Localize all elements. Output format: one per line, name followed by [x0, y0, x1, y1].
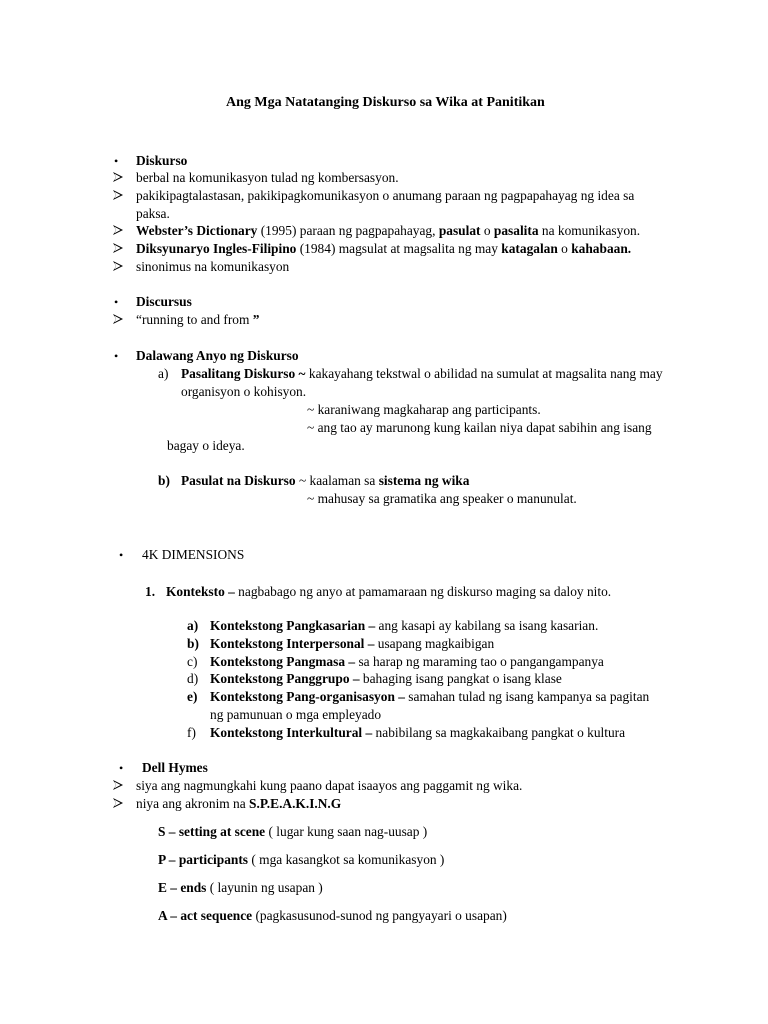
pasalitang-line-5: bagay o ideya.	[167, 438, 245, 453]
pasalitang-diskurso: Pasalitang Diskurso ~ kakayahang tekstwal o abilidad na sumulat at magsalita nang may	[181, 366, 663, 381]
pasulat-na-diskurso: Pasulat na Diskurso ~ kaalaman sa sistema ng wika	[181, 473, 470, 488]
hymes-item-1: siya ang nagmungkahi kung paano dapat isaayos ang paggamit ng wika.	[136, 778, 523, 793]
konteksto-sub-item-continuation: ng pamunuan o mga empleyado	[210, 707, 382, 722]
konteksto-sub-item: Kontekstong Pangmasa – sa harap ng maraming tao o pangangampanya	[210, 654, 604, 669]
pasalitang-line-2: organisyon o kohisyon.	[181, 384, 307, 399]
konteksto-sub-item: Kontekstong Pang-organisasyon – samahan tulad ng isang kampanya sa pagitan	[210, 689, 650, 704]
diskurso-item-2-line-2: paksa.	[136, 206, 170, 221]
dimensions-heading: 4K DIMENSIONS	[142, 547, 245, 562]
list-marker: c)	[187, 654, 198, 669]
page-title: Ang Mga Natatanging Diskurso sa Wika at Panitikan	[226, 95, 545, 110]
dell-hymes-heading: Dell Hymes	[142, 760, 208, 775]
discursus-item-1: “running to and from ”	[136, 312, 260, 327]
pasulat-line-2: ~ mahusay sa gramatika ang speaker o manunulat.	[307, 491, 577, 506]
list-marker: f)	[187, 725, 196, 740]
hymes-item-2: niya ang akronim na S.P.E.A.K.I.N.G	[136, 796, 342, 811]
dalawang-anyo-heading: Dalawang Anyo ng Diskurso	[136, 348, 299, 363]
list-marker: b)	[187, 636, 199, 651]
list-marker: e)	[187, 689, 198, 704]
arrow-bullet-icon	[113, 314, 123, 324]
bullet-icon: •	[119, 761, 124, 775]
diskurso-item-1: berbal na komunikasyon tulad ng kombersasyon.	[136, 170, 399, 185]
arrow-bullet-icon	[113, 261, 123, 271]
list-marker: d)	[187, 671, 199, 686]
discursus-heading: Discursus	[136, 294, 192, 309]
konteksto-sub-item: Kontekstong Interpersonal – usapang magkaibigan	[210, 636, 495, 651]
diskurso-item-5: sinonimus na komunikasyon	[136, 259, 290, 274]
diskurso-item-4: Diksyunaryo Ingles-Filipino (1984) magsulat at magsalita ng may katagalan o kahabaan.	[136, 241, 632, 256]
list-marker: 1.	[145, 584, 156, 599]
arrow-bullet-icon	[113, 225, 123, 235]
pasalitang-line-4: ~ ang tao ay marunong kung kailan niya dapat sabihin ang isang	[307, 420, 652, 435]
konteksto-sub-item: Kontekstong Interkultural – nabibilang sa magkakaibang pangkat o kultura	[210, 725, 626, 740]
konteksto-sub-item: Kontekstong Panggrupo – bahaging isang pangkat o isang klase	[210, 671, 562, 686]
konteksto: Konteksto – nagbabago ng anyo at pamamaraan ng diskurso maging sa daloy nito.	[166, 584, 612, 599]
bullet-icon: •	[114, 154, 119, 168]
websters-dictionary: Webster’s Dictionary	[136, 223, 258, 238]
konteksto-sub-item: Kontekstong Pangkasarian – ang kasapi ay kabilang sa isang kasarian.	[210, 618, 599, 633]
speaking-item: E – ends ( layunin ng usapan )	[158, 880, 323, 895]
speaking-item: P – participants ( mga kasangkot sa komunikasyon )	[158, 852, 445, 867]
pasalitang-line-3: ~ karaniwang magkaharap ang participants.	[307, 402, 541, 417]
bullet-icon: •	[114, 295, 119, 309]
diskurso-item-3: Webster’s Dictionary (1995) paraan ng pagpapahayag, pasulat o pasalita na komunikasyon.	[136, 223, 641, 238]
arrow-bullet-icon	[113, 798, 123, 808]
list-marker: a)	[187, 618, 199, 633]
diskurso-item-2-line-1: pakikipagtalastasan, pakikipagkomunikasyon o anumang paraan ng pagpapahayag ng idea sa	[136, 188, 635, 203]
diksyunaryo: Diksyunaryo Ingles-Filipino	[136, 241, 297, 256]
list-marker: a)	[158, 366, 169, 381]
diskurso-heading: Diskurso	[136, 153, 188, 168]
arrow-bullet-icon	[113, 243, 123, 253]
bullet-icon: •	[114, 349, 119, 363]
arrow-bullet-icon	[113, 190, 123, 200]
arrow-bullet-icon	[113, 172, 123, 182]
arrow-bullet-icon	[113, 780, 123, 790]
speaking-item: A – act sequence (pagkasusunod-sunod ng pangyayari o usapan)	[158, 908, 507, 923]
list-marker: b)	[158, 473, 170, 488]
bullet-icon: •	[119, 548, 124, 562]
speaking-item: S – setting at scene ( lugar kung saan nag-uusap )	[158, 824, 428, 839]
